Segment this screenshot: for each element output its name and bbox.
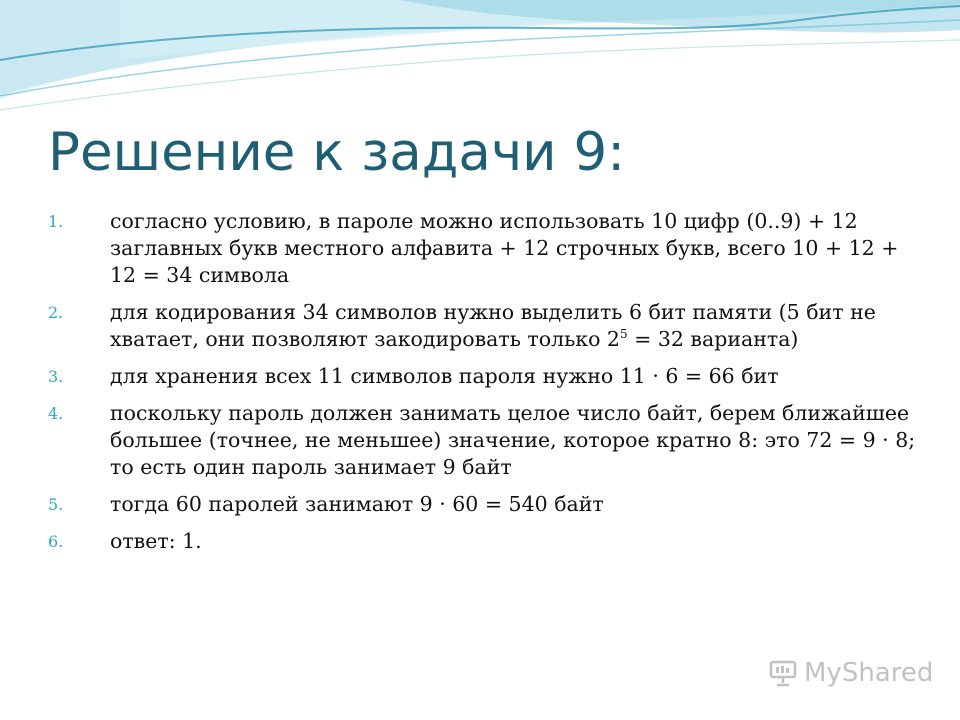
watermark-text: MyShared: [804, 658, 934, 688]
list-item-text: ответ: 1.: [110, 529, 202, 553]
list-item-number: 5.: [48, 495, 64, 514]
solution-steps-list: [48, 208, 918, 565]
list-item-text: согласно условию, в пароле можно использовать 10 цифр (0..9) + 12 заглавных букв местного алфавита + 12 строчных букв, всего 10 + 12 + 12 = 34 символа: [110, 209, 899, 287]
list-item-number: 4.: [48, 404, 64, 423]
list-item: [48, 208, 918, 289]
list-item-number: 1.: [48, 212, 64, 231]
list-item: [48, 528, 918, 555]
projector-screen-icon: [768, 658, 798, 688]
list-item-number: 6.: [48, 532, 64, 551]
list-item-text: [110, 300, 876, 351]
list-item-number: 3.: [48, 367, 64, 386]
list-item-text-after: = 32 варианта): [627, 327, 799, 351]
watermark-logo: [768, 656, 933, 690]
list-item: [48, 363, 918, 390]
list-item: [48, 400, 918, 481]
exponent: 5: [619, 327, 628, 342]
header-wave-decoration: [0, 0, 960, 120]
list-item-text: тогда 60 паролей занимают 9 · 60 = 540 байт: [110, 492, 604, 516]
list-item-number: 2.: [48, 303, 64, 322]
list-item-text: поскольку пароль должен занимать целое число байт, берем ближайшее большее (точнее, не меньшее) значение, которое кратно 8: это 72 = 9 · 8; то есть один пароль занимает 9 байт: [110, 401, 916, 479]
list-item-text: для хранения всех 11 символов пароля нужно 11 · 6 = 66 бит: [110, 364, 779, 388]
slide-title: Решение к задачи 9:: [48, 122, 626, 183]
list-item: [48, 491, 918, 518]
list-item: [48, 299, 918, 353]
list-item-text-before: для кодирования 34 символов нужно выделить 6 бит памяти (5 бит не хватает, они позволяют закодировать только 2: [110, 300, 876, 351]
